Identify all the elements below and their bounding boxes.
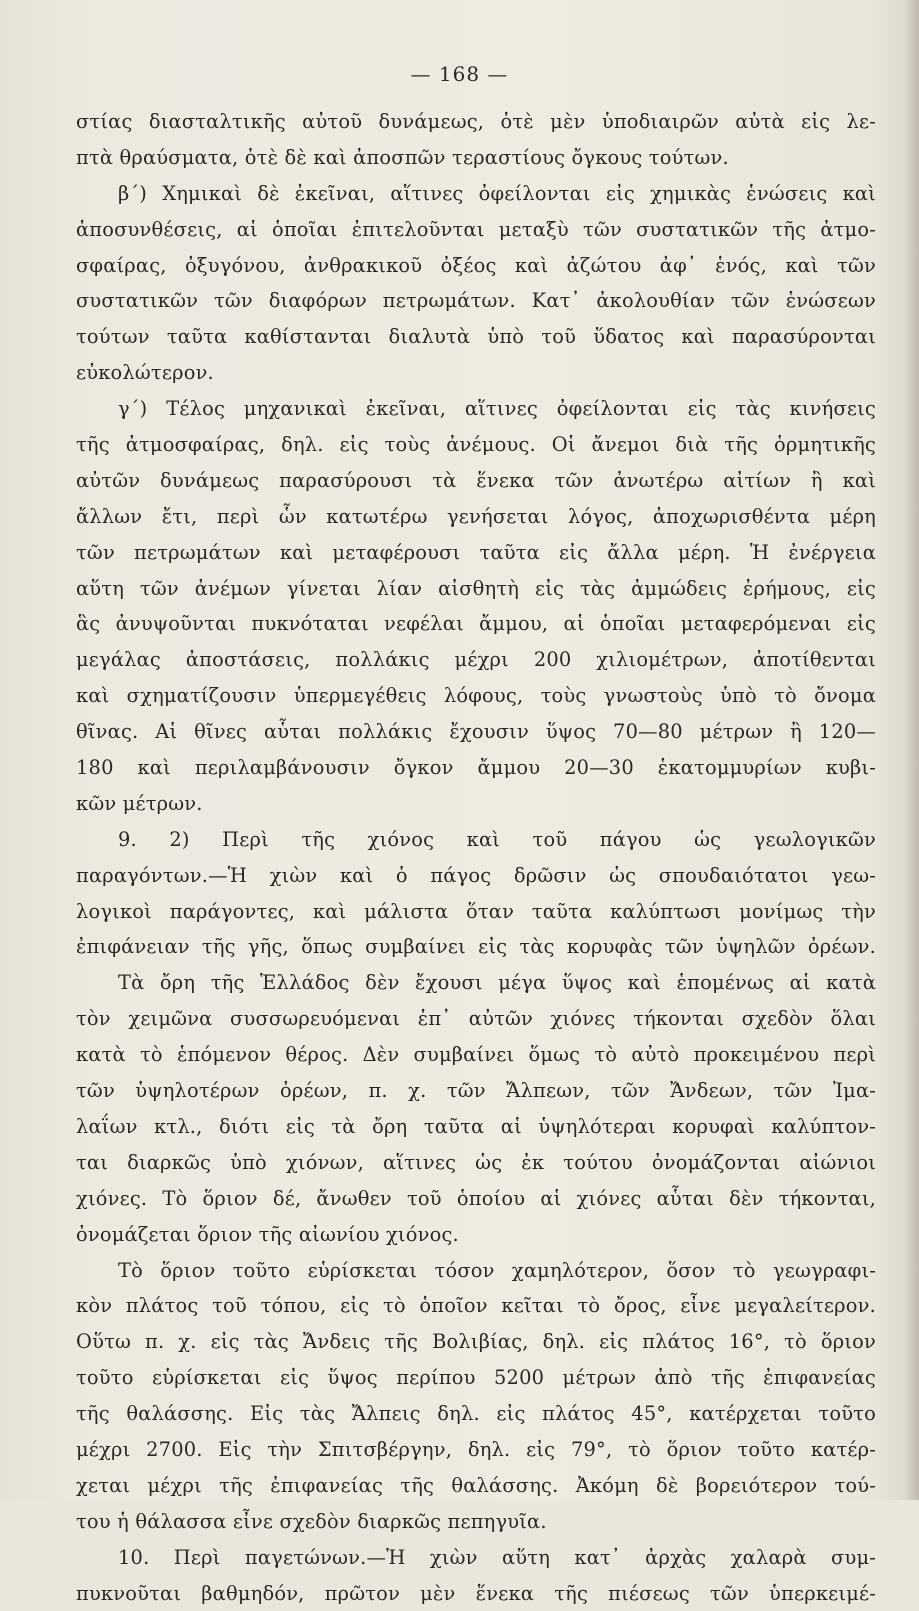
text-line: σφαίρας, ὀξυγόνου, ἀνθρακικοῦ ὀξέος καὶ ἀζώτου ἀφ᾿ ἑνός, καὶ τῶν <box>76 253 876 277</box>
text-line: κατὰ τὸ ἑπόμενον θέρος. Δὲν συμβαίνει ὅμως τὸ αὐτὸ προκειμένου περὶ <box>76 1043 876 1067</box>
text-line: β΄) Χημικαὶ δὲ ἐκεῖναι, αἵτινες ὀφείλονται εἰς χημικὰς ἑνώσεις καὶ <box>118 181 876 205</box>
section-heading-line: παραγόντων.—Ἡ χιὼν καὶ ὁ πάγος δρῶσιν ὡς σπουδαιότατοι γεω- <box>76 863 876 887</box>
text-line: ται διαρκῶς ὑπὸ χιόνων, αἵτινες ὡς ἐκ τούτου ὀνομάζονται αἰώνιοι <box>76 1150 876 1174</box>
text-line: χιόνες. Τὸ ὅριον δέ, ἄνωθεν τοῦ ὁποίου αἱ χιόνες αὗται δὲν τήκονται, <box>76 1186 876 1210</box>
text-line: Τὰ ὄρη τῆς Ἑλλάδος δὲν ἔχουσι μέγα ὕψος καὶ ἑπομένως αἱ κατὰ <box>118 971 876 995</box>
text-line: τῆς θαλάσσης. Εἰς τὰς Ἄλπεις δηλ. εἰς πλάτος 45°, κατέρχεται τοῦτο <box>76 1402 876 1426</box>
text-line: ἐπιφάνειαν τῆς γῆς, ὅπως συμβαίνει εἰς τὰς κορυφὰς τῶν ὑψηλῶν ὀρέων. <box>76 935 876 959</box>
text-line: 180 καὶ περιλαμβάνουσιν ὄγκον ἄμμου 20—30 ἑκατομμυρίων κυβι- <box>76 756 876 780</box>
text-line: Τὸ ὅριον τοῦτο εὑρίσκεται τόσον χαμηλότερον, ὅσον τὸ γεωγραφι- <box>118 1258 876 1282</box>
text-line: Οὕτω π. χ. εἰς τὰς Ἄνδεις τῆς Βολιβίας, δηλ. εἰς πλάτος 16°, τὸ ὅριον <box>76 1330 876 1354</box>
text-line: χεται μέχρι τῆς ἐπιφανείας τῆς θαλάσσης. Ἀκόμη δὲ βορειότερον τού- <box>76 1473 876 1497</box>
text-line: λογικοὶ παράγοντες, καὶ μάλιστα ὅταν ταῦτα καλύπτωσι μονίμως τὴν <box>76 899 876 923</box>
text-line: αὐτῶν δυνάμεως παρασύρουσι τὰ ἕνεκα τῶν ἀνωτέρω αἰτίων ἢ καὶ <box>76 468 876 492</box>
text-line: μέχρι 2700. Εἰς τὴν Σπιτσβέργην, δηλ. εἰς 79°, τὸ ὅριον τοῦτο κατέρ- <box>76 1437 876 1461</box>
text-line: τοῦτο εὑρίσκεται εἰς ὕψος περίπου 5200 μέτρων ἀπὸ τῆς ἐπιφανείας <box>76 1366 876 1390</box>
text-line: κῶν μέτρων. <box>76 791 203 815</box>
text-line: αὕτη τῶν ἀνέμων γίνεται λίαν αἰσθητὴ εἰς τὰς ἀμμώδεις ἐρήμους, εἰς <box>76 576 876 600</box>
text-line: τῶν πετρωμάτων καὶ μεταφέρουσι ταῦτα εἰς ἄλλα μέρη. Ἡ ἐνέργεια <box>76 540 876 564</box>
text-line: τῆς ἀτμοσφαίρας, δηλ. εἰς τοὺς ἀνέμους. Οἱ ἄνεμοι διὰ τῆς ὁρμητικῆς <box>76 433 876 457</box>
text-line: κὸν πλάτος τοῦ τόπου, εἰς τὸ ὁποῖον κεῖται τὸ ὄρος, εἶνε μεγαλείτερον. <box>76 1294 876 1318</box>
text-line: πτὰ θραύσματα, ὁτὲ δὲ καὶ ἀποσπῶν τεραστίους ὄγκους τούτων. <box>76 145 729 169</box>
text-line: μεγάλας ἀποστάσεις, πολλάκις μέχρι 200 χιλιομέτρων, ἀποτίθενται <box>76 648 876 672</box>
text-line: καὶ σχηματίζουσιν ὑπερμεγέθεις λόφους, τοὺς γνωστοὺς ὑπὸ τὸ ὄνομα <box>76 684 876 708</box>
section-heading-line: 9. 2) Περὶ τῆς χιόνος καὶ τοῦ πάγου ὡς γεωλογικῶν <box>118 827 876 851</box>
text-line: ἄλλων ἔτι, περὶ ὧν κατωτέρω γενήσεται λόγος, ἀποχωρισθέντα μέρη <box>76 504 876 528</box>
page-edge-shadow <box>905 0 919 1500</box>
body-text <box>76 104 876 1611</box>
text-line: τούτων ταῦτα καθίστανται διαλυτὰ ὑπὸ τοῦ ὕδατος καὶ παρασύρονται <box>76 325 876 349</box>
text-line: στίας διασταλτικῆς αὐτοῦ δυνάμεως, ὁτὲ μὲν ὑποδιαιρῶν αὐτὰ εἰς λε- <box>76 110 876 133</box>
text-line: τῶν ὑψηλοτέρων ὀρέων, π. χ. τῶν Ἄλπεων, τῶν Ἄνδεων, τῶν Ἰμα- <box>76 1079 876 1103</box>
page-number: — 168 — <box>410 62 509 86</box>
text-line: λαΐων κτλ., διότι εἰς τὰ ὄρη ταῦτα αἱ ὑψηλότεραι κορυφαὶ καλύπτον- <box>76 1114 876 1138</box>
text-line: ἃς ἀνυψοῦνται πυκνόταται νεφέλαι ἄμμου, αἱ ὁποῖαι μεταφερόμεναι εἰς <box>76 612 876 636</box>
text-line: εὐκολώτερον. <box>76 361 214 385</box>
text-line: συστατικῶν τῶν διαφόρων πετρωμάτων. Κατ᾿ ἀκολουθίαν τῶν ἑνώσεων <box>76 289 876 313</box>
text-line: τὸν χειμῶνα συσσωρευόμεναι ἐπ᾿ αὐτῶν χιόνες τήκονται σχεδὸν ὅλαι <box>76 1007 876 1031</box>
text-line: ὀνομάζεται ὅριον τῆς αἰωνίου χιόνος. <box>76 1222 459 1246</box>
text-line: πυκνοῦται βαθμηδόν, πρῶτον μὲν ἕνεκα τῆς πιέσεως τῶν ὑπερκειμέ- <box>76 1581 876 1605</box>
text-line: ἀποσυνθέσεις, αἱ ὁποῖαι ἐπιτελοῦνται μεταξὺ τῶν συστατικῶν τῆς ἀτμο- <box>76 217 876 241</box>
text-line: του ἡ θάλασσα εἶνε σχεδὸν διαρκῶς πεπηγυῖα. <box>76 1509 547 1533</box>
text-line: θῖνας. Αἱ θῖνες αὗται πολλάκις ἔχουσιν ὕψος 70—80 μέτρων ἢ 120— <box>76 720 876 744</box>
text-line: γ΄) Τέλος μηχανικαὶ ἐκεῖναι, αἵτινες ὀφείλονται εἰς τὰς κινήσεις <box>118 397 876 421</box>
section-heading-line: 10. Περὶ παγετώνων.—Ἡ χιὼν αὕτη κατ᾿ ἀρχὰς χαλαρὰ συμ- <box>118 1545 876 1569</box>
